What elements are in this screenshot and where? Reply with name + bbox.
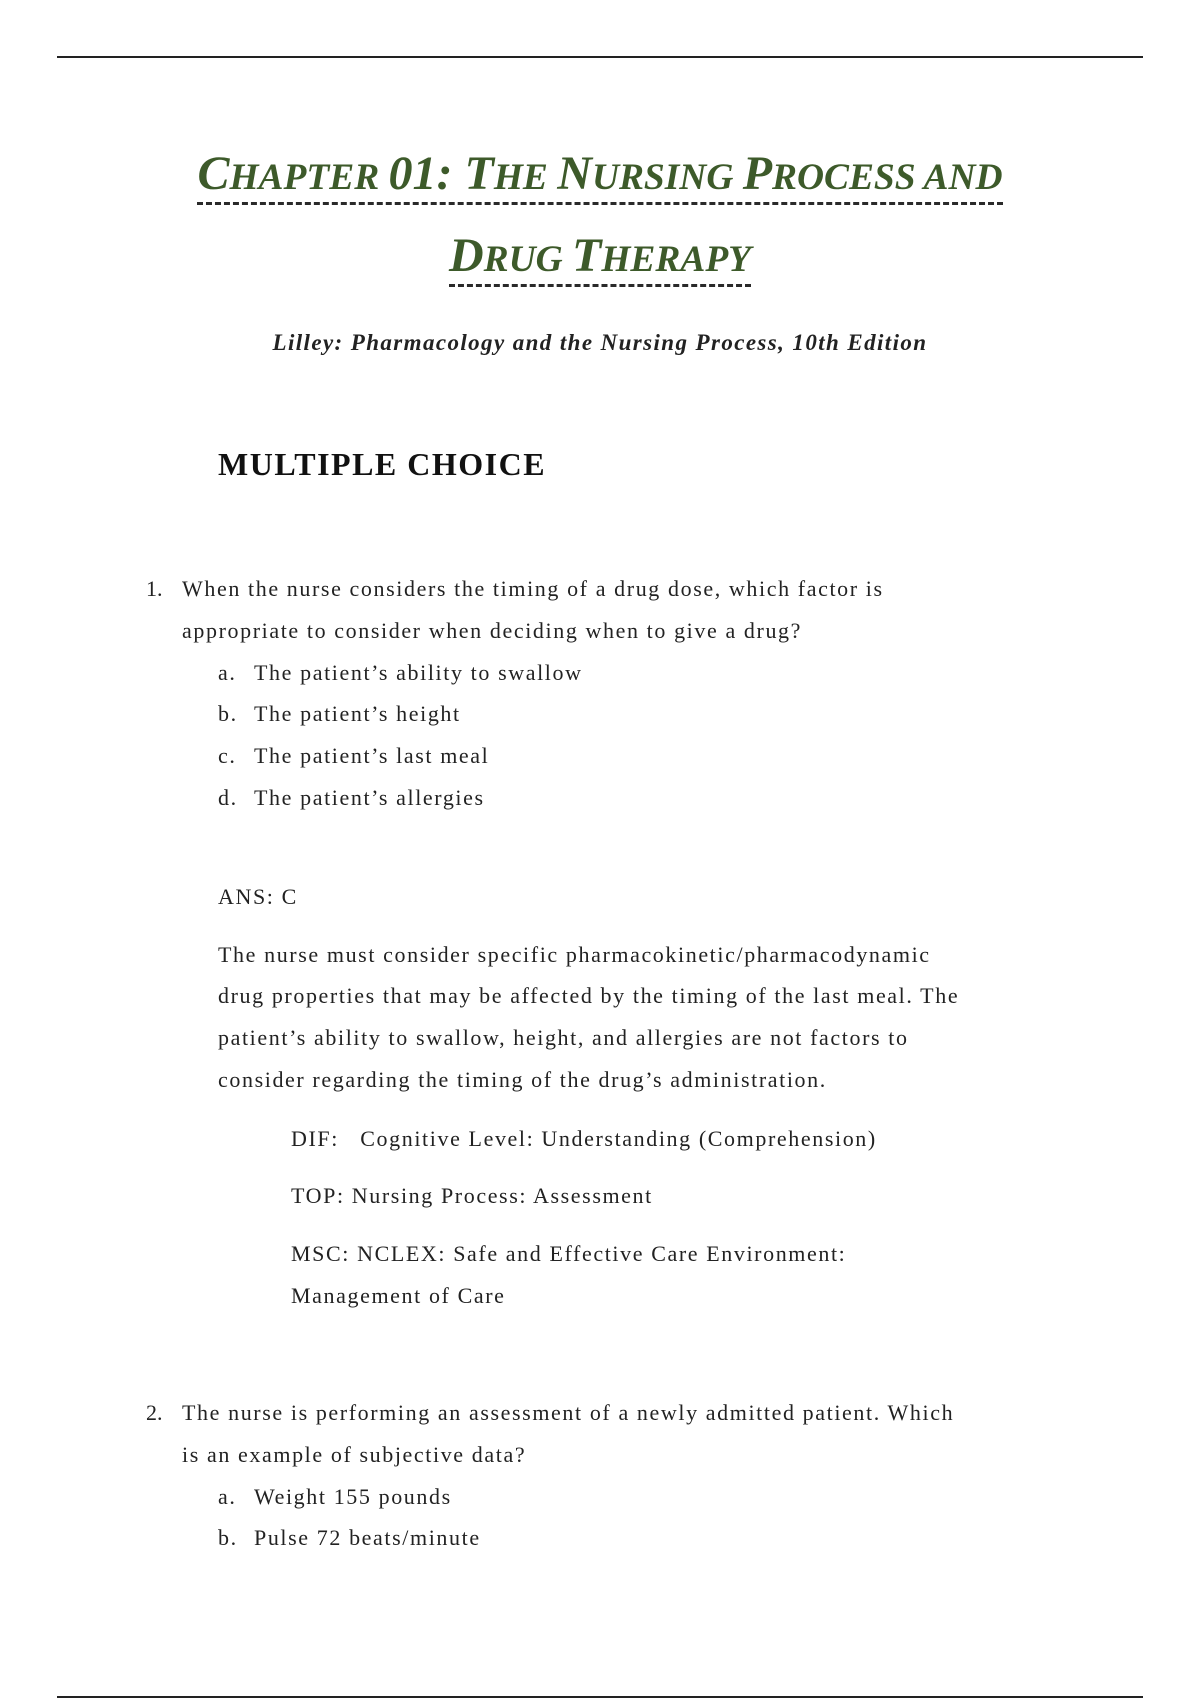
- title-cap: N: [557, 147, 592, 200]
- chapter-title-line-1: [100, 147, 1100, 205]
- title-cap: C: [197, 147, 230, 200]
- question-number: 2.: [146, 1400, 163, 1425]
- title-cap: D: [448, 229, 484, 282]
- option-letter: a.: [218, 660, 237, 685]
- question-number: 1.: [146, 576, 163, 601]
- option-text: The patient’s allergies: [254, 785, 485, 810]
- title-smallcaps: HAPTER: [229, 157, 389, 198]
- chapter-title-line-2: [100, 229, 1100, 287]
- rationale-text: consider regarding the timing of the drug’s administration.: [218, 1067, 827, 1092]
- section-heading: MULTIPLE CHOICE: [218, 446, 547, 482]
- rationale-text: drug properties that may be affected by the timing of the last meal. The: [218, 983, 960, 1008]
- title-cap: T: [572, 229, 602, 282]
- title-cap: 01: T: [388, 147, 494, 200]
- option-text: The patient’s last meal: [254, 743, 490, 768]
- book-subtitle: Lilley: Pharmacology and the Nursing Process, 10th Edition: [272, 330, 928, 355]
- question-stem: The nurse is performing an assessment of a newly admitted patient. Which: [182, 1400, 955, 1425]
- topic-meta: TOP: Nursing Process: Assessment: [291, 1183, 653, 1208]
- option-letter: a.: [218, 1484, 237, 1509]
- top-rule: [57, 56, 1143, 58]
- question-stem: appropriate to consider when deciding when to give a drug?: [182, 618, 803, 643]
- option-text: Weight 155 pounds: [254, 1484, 452, 1509]
- answer-key: ANS: C: [218, 884, 298, 909]
- title-smallcaps: RUG: [483, 239, 572, 280]
- msc-meta: MSC: NCLEX: Safe and Effective Care Environment:: [291, 1241, 847, 1266]
- bottom-rule: [57, 1696, 1143, 1698]
- msc-meta: Management of Care: [291, 1283, 506, 1308]
- option-letter: d.: [218, 785, 238, 810]
- option-text: Pulse 72 beats/minute: [254, 1525, 481, 1550]
- option-letter: c.: [218, 743, 237, 768]
- rationale-text: patient’s ability to swallow, height, and allergies are not factors to: [218, 1025, 909, 1050]
- title-smallcaps: URSING: [591, 157, 743, 198]
- rationale-text: The nurse must consider specific pharmacokinetic/pharmacodynamic: [218, 942, 931, 967]
- question-stem: When the nurse considers the timing of a drug dose, which factor is: [182, 576, 884, 601]
- question-stem: is an example of subjective data?: [182, 1442, 527, 1467]
- title-smallcaps: HERAPY: [601, 239, 752, 280]
- option-text: The patient’s ability to swallow: [254, 660, 583, 685]
- option-letter: b.: [218, 701, 238, 726]
- difficulty-meta: DIF: Cognitive Level: Understanding (Comprehension): [291, 1126, 877, 1151]
- title-smallcaps: ROCESS AND: [772, 157, 1003, 198]
- title-smallcaps: HE: [493, 157, 558, 198]
- title-cap: P: [742, 147, 773, 200]
- option-text: The patient’s height: [254, 701, 461, 726]
- option-letter: b.: [218, 1525, 238, 1550]
